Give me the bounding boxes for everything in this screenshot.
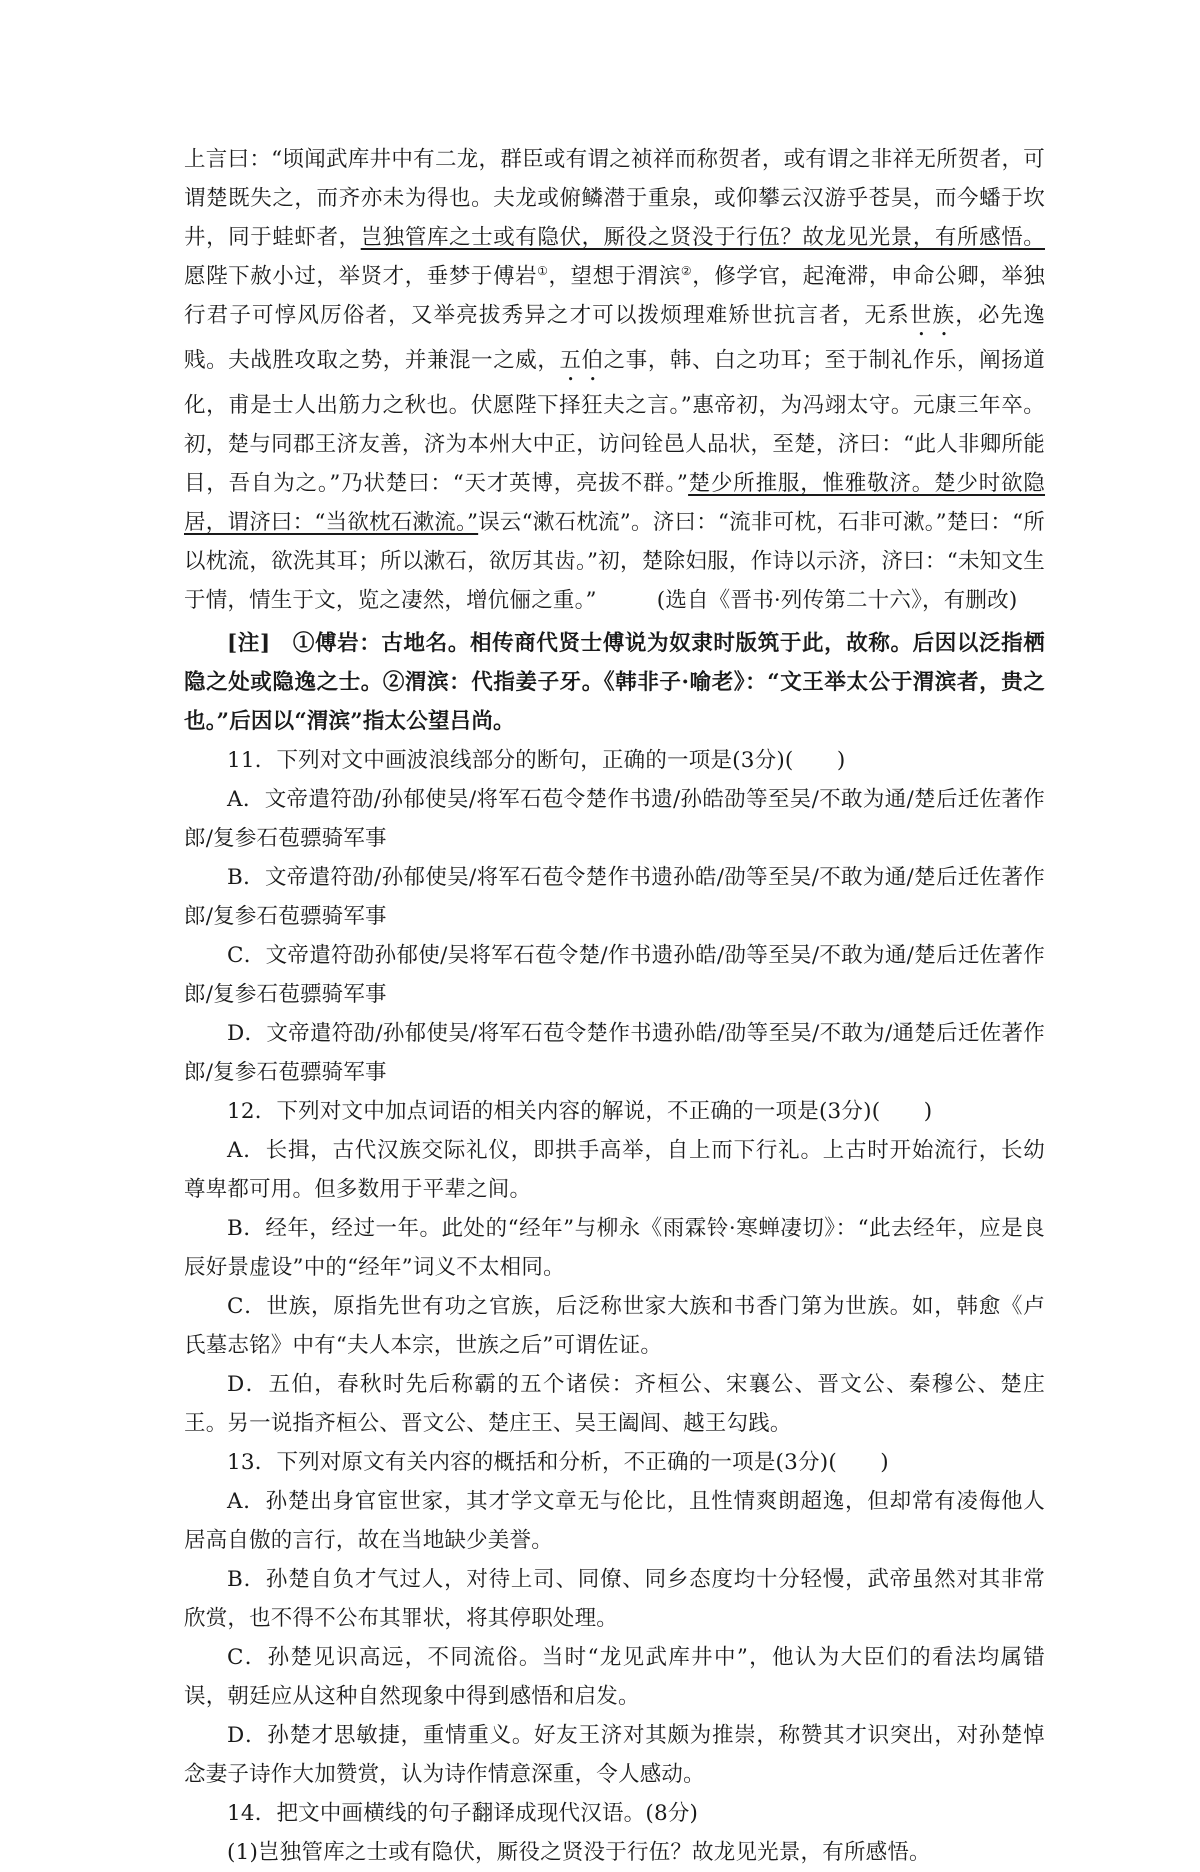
dotted-term: 五伯 — [559, 348, 604, 373]
option-c: C．孙楚见识高远，不同流俗。当时“龙见武库井中”，他认为大臣们的看法均属错误，朝廷应从这种自然现象中得到感悟和启发。 — [184, 1645, 1045, 1709]
footnote-marker: ② — [680, 263, 693, 278]
question-14 — [184, 1794, 1045, 1872]
annotation-note: [注] ①傅岩：古地名。相传商代贤士傅说为奴隶时版筑于此，故称。后因以泛指栖隐之处或隐逸之士。②渭滨：代指姜子牙。《韩非子·喻老》：“文王举太公于渭滨者，贵之也。”后因以“渭滨”指太公望吕尚。 — [184, 631, 1045, 734]
option-a: A．文帝遣符劭/孙郁使吴/将军石苞令楚作书遗/孙皓劭等至吴/不敢为通/楚后迁佐著作郎/复参石苞骠骑军事 — [184, 787, 1045, 851]
option-b: B．文帝遣符劭/孙郁使吴/将军石苞令楚作书遗孙皓/劭等至吴/不敢为通/楚后迁佐著作郎/复参石苞骠骑军事 — [184, 865, 1045, 929]
option-b: B．经年，经过一年。此处的“经年”与柳永《雨霖铃·寒蝉凄切》：“此去经年，应是良辰好景虚设”中的“经年”词义不太相同。 — [184, 1216, 1045, 1280]
question-stem: 11．下列对文中画波浪线部分的断句，正确的一项是(3分)( ) — [227, 748, 846, 773]
passage-text: 愿陛下赦小过，举贤才，垂梦于傅岩 — [184, 264, 538, 289]
footnote-marker: ① — [537, 263, 549, 278]
passage-paragraph — [184, 140, 1045, 620]
question-stem: 12．下列对文中加点词语的相关内容的解说，不正确的一项是(3分)( ) — [227, 1099, 933, 1124]
passage-text: 上言曰：“顷闻武库井中有二龙，群臣或有谓之祯祥而称贺者，或有谓之非祥无所贺者，可谓楚既失之，而齐亦未为得也。夫龙或俯鳞潜于重泉，或仰攀云汉游乎苍昊，而今蟠于坎井，同于蛙虾者， — [184, 147, 1045, 250]
question-stem: 14．把文中画横线的句子翻译成现代汉语。(8分) — [227, 1801, 699, 1826]
option-b: B．孙楚自负才气过人，对待上司、同僚、同乡态度均十分轻慢，武帝虽然对其非常欣赏，也不得不公布其罪状，将其停职处理。 — [184, 1567, 1045, 1631]
option-d: D．文帝遣符劭/孙郁使吴/将军石苞令楚作书遗孙皓/劭等至吴/不敢为/通楚后迁佐著作郎/复参石苞骠骑军事 — [184, 1021, 1045, 1085]
underlined-sentence: 楚少所推服，惟雅敬济。楚少时欲隐居，谓济曰：“当欲枕石漱流。” — [184, 471, 1046, 535]
option-d: D．五伯，春秋时先后称霸的五个诸侯：齐桓公、宋襄公、晋文公、秦穆公、楚庄王。另一说指齐桓公、晋文公、楚庄王、吴王阖闾、越王勾践。 — [184, 1372, 1045, 1436]
passage-text: ，望想于渭滨 — [548, 264, 681, 289]
option-c: C．文帝遣符劭孙郁使/吴将军石苞令楚/作书遗孙皓/劭等至吴/不敢为通/楚后迁佐著作郎/复参石苞骠骑军事 — [184, 943, 1045, 1007]
option-c: C．世族，原指先世有功之官族，后泛称世家大族和书香门第为世族。如，韩愈《卢氏墓志铭》中有“夫人本宗，世族之后”可谓佐证。 — [184, 1294, 1045, 1358]
option-a: A．孙楚出身官宦世家，其才学文章无与伦比，且性情爽朗超逸，但却常有凌侮他人居高自傲的言行，故在当地缺少美誉。 — [184, 1489, 1045, 1553]
underlined-sentence: 岂独管库之士或有隐伏，厮役之贤没于行伍？故龙见光景，有所感悟。 — [360, 225, 1045, 250]
passage-text: ，修学官，起淹滞，申命公卿，举独行君子可惇风厉俗者，又举亮拔秀异之才可以拨烦理难矫世抗言者，无系 — [184, 264, 1046, 328]
passage-text: 误云“漱石枕流”。济曰：“流非可枕，石非可漱。”楚曰：“所以枕流，欲洗其耳；所以漱石，欲厉其齿。”初，楚除妇服，作诗以示济，济曰：“未知文生于情，情生于文，览之凄然，增伉俪之重。” — [184, 510, 1046, 613]
translation-item-1: (1)岂独管库之士或有隐伏，厮役之贤没于行伍？故龙见光景，有所感悟。 — [227, 1840, 931, 1865]
passage-text: ，必先逸贱。夫战胜攻取之势，并兼混一之威， — [184, 303, 1046, 373]
option-d: D．孙楚才思敏捷，重情重义。好友王济对其颇为推崇，称赞其才识突出，对孙楚悼念妻子诗作大加赞赏，认为诗作情意深重，令人感动。 — [184, 1723, 1045, 1787]
question-12 — [184, 1092, 1045, 1443]
question-11 — [184, 741, 1045, 1092]
question-13 — [184, 1443, 1045, 1794]
question-stem: 13．下列对原文有关内容的概括和分析，不正确的一项是(3分)( ) — [227, 1450, 889, 1475]
dotted-term: 世族 — [909, 303, 956, 328]
passage-source: (选自《晋书·列传第二十六》，有删改) — [656, 588, 1018, 613]
passage-text: 之事，韩、白之功耳；至于制礼作乐，阐扬道化，甫是士人出筋力之秋也。伏愿陛下择狂夫之言。”惠帝初，为冯翊太守。元康三年卒。初，楚与同郡王济友善，济为本州大中正，访问铨邑人品状，至楚，济曰：“此人非卿所能目，吾自为之。”乃状楚曰：“天才英博，亮拔不群。” — [184, 348, 1045, 496]
option-a: A．长揖，古代汉族交际礼仪，即拱手高举，自上而下行礼。上古时开始流行，长幼尊卑都可用。但多数用于平辈之间。 — [184, 1138, 1045, 1202]
